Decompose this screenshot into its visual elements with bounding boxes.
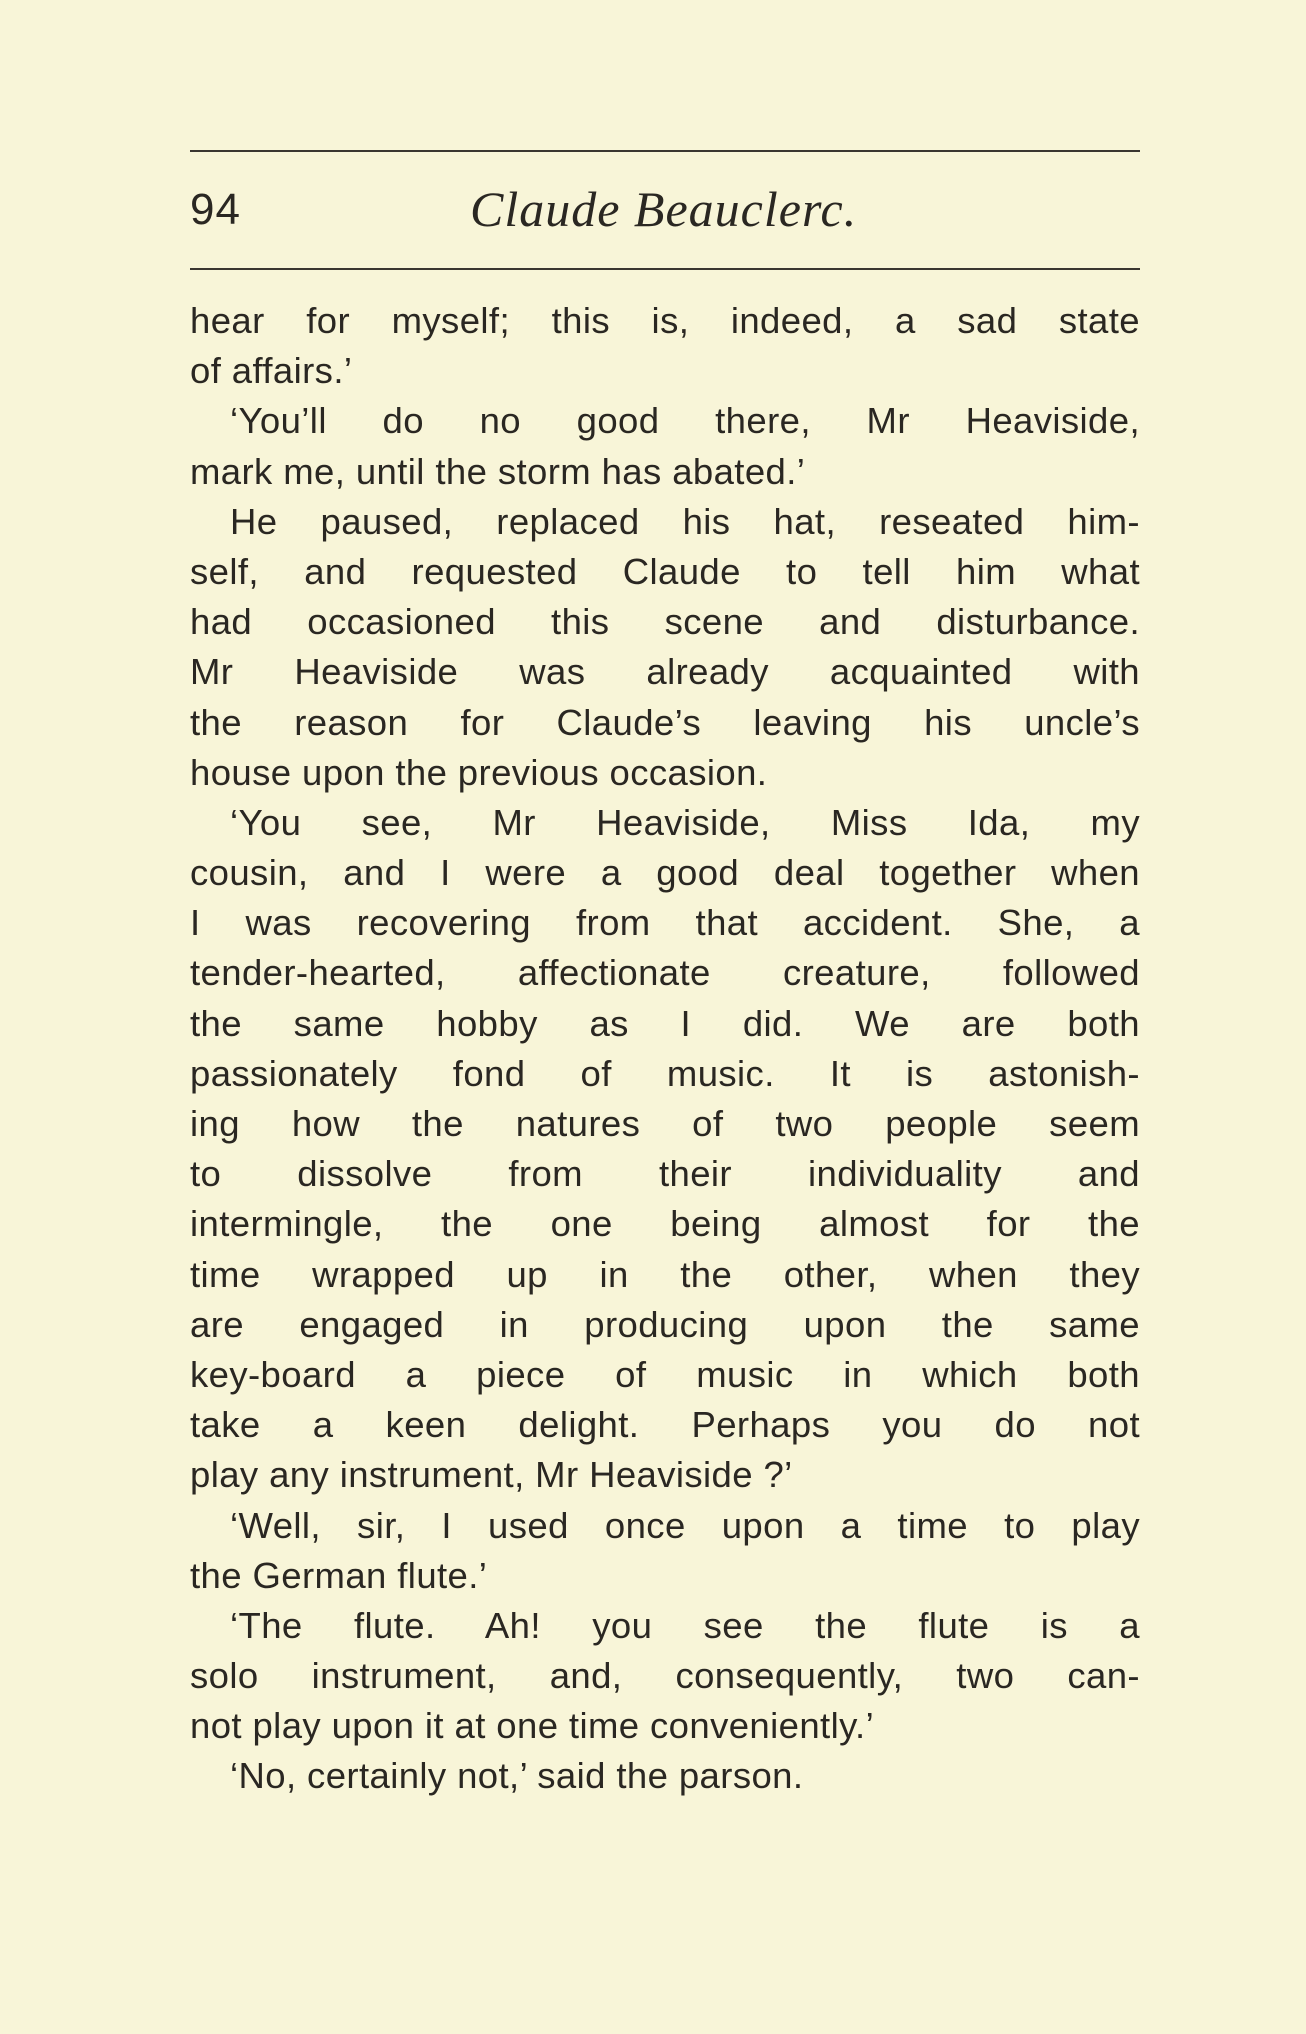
text-line: the reason for Claude’s leaving his uncle’s [190,701,1140,743]
text-line: had occasioned this scene and disturbance. [190,601,1140,643]
text-line: tender-hearted, affectionate creature, followed [190,952,1140,994]
text-line: ‘You see, Mr Heaviside, Miss Ida, my [230,801,1140,843]
text-line: intermingle, the one being almost for the [190,1203,1140,1245]
text-line: not play upon it at one time conveniently.’ [190,1705,875,1747]
body-text [190,296,1140,1802]
text-line: time wrapped up in the other, when they [190,1253,1140,1295]
text-line: ‘You’ll do no good there, Mr Heaviside, [230,400,1140,442]
running-title: Claude Beauclerc. [470,181,858,237]
header-top-rule [190,150,1140,152]
text-line: the same hobby as I did. We are both [190,1002,1140,1044]
text-line: He paused, replaced his hat, reseated him- [230,500,1140,542]
text-line: self, and requested Claude to tell him what [190,550,1140,592]
page-number: 94 [190,185,241,234]
text-line: Mr Heaviside was already acquainted with [190,651,1140,693]
text-line: the German flute.’ [190,1554,488,1596]
text-line: ing how the natures of two people seem [190,1103,1140,1144]
text-line: play any instrument, Mr Heaviside ?’ [190,1454,793,1496]
text-line: to dissolve from their individuality and [190,1153,1140,1195]
text-line: cousin, and I were a good deal together when [190,852,1140,894]
text-line: of affairs.’ [190,350,353,392]
text-line: passionately fond of music. It is astonish- [190,1052,1140,1094]
text-line: ‘The flute. Ah! you see the flute is a [230,1604,1140,1646]
text-line: key-board a piece of music in which both [190,1353,1140,1395]
text-line: are engaged in producing upon the same [190,1303,1140,1345]
text-line: house upon the previous occasion. [190,751,768,793]
text-line: hear for myself; this is, indeed, a sad state [190,300,1140,341]
text-line: solo instrument, and, consequently, two can- [190,1655,1140,1697]
text-line: ‘Well, sir, I used once upon a time to play [230,1504,1140,1546]
text-line: mark me, until the storm has abated.’ [190,450,806,492]
text-line: I was recovering from that accident. She, a [190,902,1140,944]
header-bottom-rule [190,268,1140,270]
text-line: ‘No, certainly not,’ said the parson. [230,1755,804,1797]
text-line: take a keen delight. Perhaps you do not [190,1404,1140,1446]
